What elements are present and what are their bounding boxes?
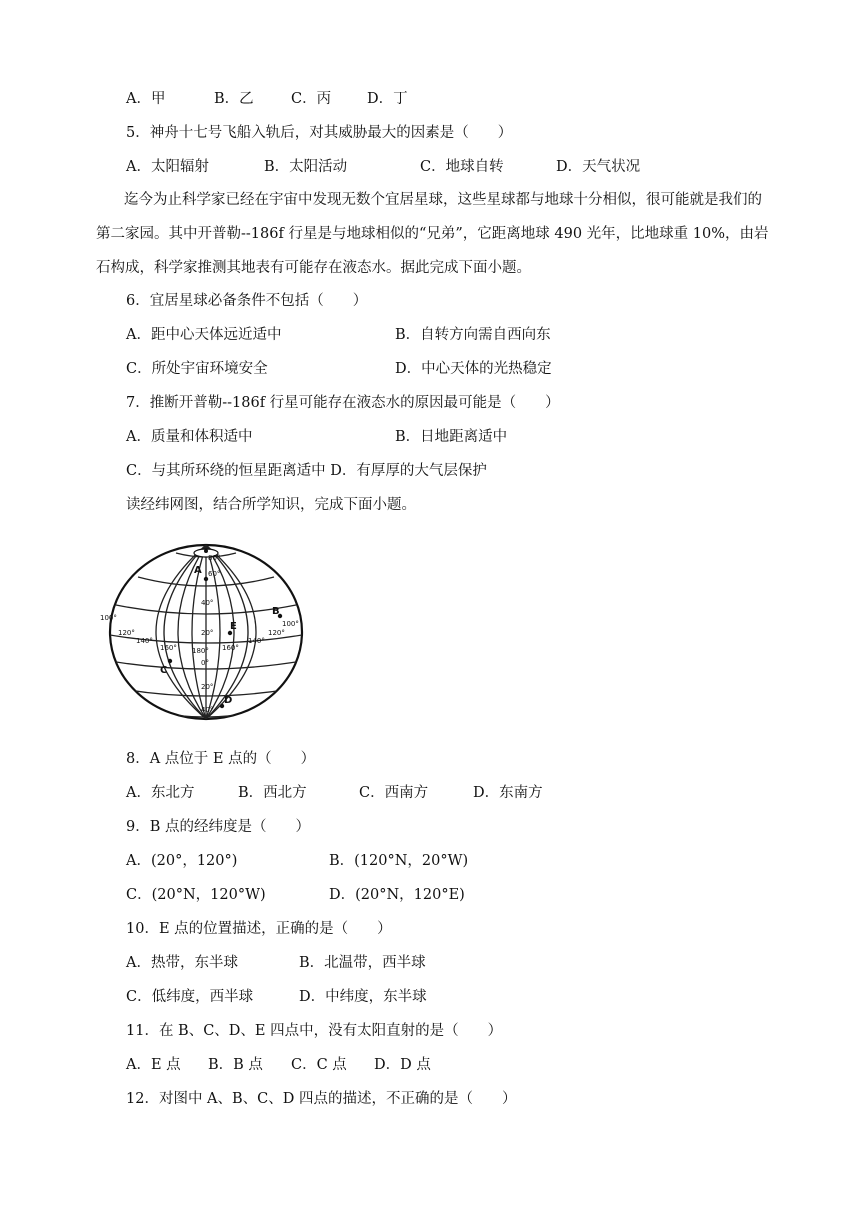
- lon-label-120-left: 120°: [118, 629, 135, 637]
- lat-label-20s: 20°: [201, 683, 214, 691]
- lon-label-160-left: 160°: [160, 644, 177, 652]
- q9-option-d: D．(20°N，120°E): [329, 887, 465, 903]
- lat-label-60: 60°: [208, 570, 221, 578]
- q8-option-a: A．东北方: [126, 785, 195, 801]
- passage-exoplanet-text: 迄今为止科学家已经在宇宙中发现无数个宜居星球，这些星球都与地球十分相似，很可能就是我们的第二家园。其中开普勒--186f 行星是与地球相似的“兄弟”，它距离地球 490 光年，比地球重 10%，由岩石构成，科学家推测其地表有可能存在液态水。据此完成下面小题。: [96, 192, 769, 276]
- lon-label-100-right: 100°: [282, 620, 299, 628]
- point-c-dot: [168, 659, 172, 663]
- q5-option-d: D．天气状况: [556, 159, 641, 175]
- lon-label-100-left: 100°: [100, 614, 117, 622]
- q12-stem: 12．对图中 A、B、C、D 四点的描述，不正确的是（ ）: [126, 1091, 517, 1107]
- point-c-label: C: [160, 665, 168, 676]
- q9-option-c: C．(20°N，120°W): [126, 887, 266, 903]
- q11-option-b: B．B 点: [208, 1057, 263, 1073]
- lon-label-120-right: 120°: [268, 629, 285, 637]
- q5-option-c: C．地球自转: [420, 159, 504, 175]
- passage-exoplanet: [96, 183, 776, 285]
- lat-label-20n: 20°: [201, 629, 214, 637]
- q6-stem: 6．宜居星球必备条件不包括（ ）: [126, 293, 368, 309]
- north-pole-dot: [204, 549, 208, 553]
- q9-option-a: A．(20°，120°): [126, 853, 238, 869]
- q11-stem: 11．在 B、C、D、E 四点中，没有太阳直射的是（ ）: [126, 1023, 503, 1039]
- lon-label-160-right: 160°: [222, 644, 239, 652]
- q7-option-a: A．质量和体积适中: [126, 429, 253, 445]
- q5-stem: 5．神舟十七号飞船入轨后，对其威胁最大的因素是（ ）: [126, 125, 513, 141]
- q10-option-d: D．中纬度，东半球: [299, 989, 427, 1005]
- lat-label-40s: 40°: [201, 706, 214, 714]
- point-a-label: A: [194, 565, 202, 576]
- q11-option-c: C．C 点: [291, 1057, 347, 1073]
- q8-option-c: C．西南方: [359, 785, 429, 801]
- lon-label-140-right: 140°: [248, 637, 265, 645]
- point-a-dot: [204, 577, 208, 581]
- q10-option-b: B．北温带，西半球: [299, 955, 426, 971]
- lat-label-0: 0°: [201, 659, 209, 667]
- q6-option-a: A．距中心天体远近适中: [126, 327, 282, 343]
- q6-option-b: B．自转方向需自西向东: [395, 327, 551, 343]
- point-d-label: D: [224, 695, 233, 706]
- q8-option-d: D．东南方: [473, 785, 543, 801]
- q7-option-b: B．日地距离适中: [395, 429, 508, 445]
- q5-option-a: A．太阳辐射: [126, 159, 209, 175]
- q10-stem: 10．E 点的位置描述，正确的是（ ）: [126, 921, 392, 937]
- point-e-label: E: [230, 621, 237, 632]
- q10-option-a: A．热带，东半球: [126, 955, 238, 971]
- q9-stem: 9．B 点的经纬度是（ ）: [126, 819, 310, 835]
- lon-label-140-left: 140°: [136, 637, 153, 645]
- passage-graticule: 读经纬网图，结合所学知识，完成下面小题。: [126, 497, 416, 513]
- q11-option-d: D．D 点: [374, 1057, 431, 1073]
- q6-option-d: D．中心天体的光热稳定: [395, 361, 552, 377]
- q4-option-a: A．甲: [126, 91, 166, 107]
- lon-label-180: 180°: [192, 647, 209, 655]
- point-b-label: B: [272, 606, 280, 617]
- q9-option-b: B．(120°N，20°W): [329, 853, 469, 869]
- lat-label-40: 40°: [201, 599, 214, 607]
- graticule-globe-figure: [98, 537, 313, 723]
- lat-label-80: 80°: [208, 554, 221, 562]
- q8-option-b: B．西北方: [238, 785, 307, 801]
- q8-stem: 8．A 点位于 E 点的（ ）: [126, 751, 316, 767]
- q4-option-c: C．丙: [291, 91, 332, 107]
- q4-option-d: D．丁: [367, 91, 408, 107]
- q4-option-b: B．乙: [214, 91, 254, 107]
- q7-option-cd: C．与其所环绕的恒星距离适中 D．有厚厚的大气层保护: [126, 463, 487, 479]
- q10-option-c: C．低纬度，西半球: [126, 989, 254, 1005]
- q7-stem: 7．推断开普勒--186f 行星可能存在液态水的原因最可能是（ ）: [126, 395, 560, 411]
- q6-option-c: C．所处宇宙环境安全: [126, 361, 268, 377]
- q5-option-b: B．太阳活动: [264, 159, 348, 175]
- q11-option-a: A．E 点: [126, 1057, 181, 1073]
